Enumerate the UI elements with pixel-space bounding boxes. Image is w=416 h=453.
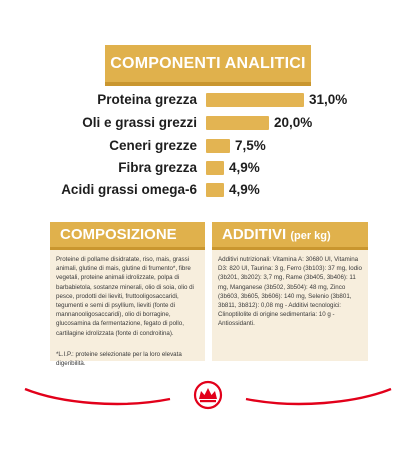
- analytic-row-value: 4,9%: [229, 182, 260, 197]
- analytic-components-title: COMPONENTI ANALITICI: [110, 54, 306, 72]
- brand-footer: [0, 375, 416, 415]
- additives-title-suffix: (per kg): [290, 230, 331, 242]
- composition-footnote: *L.I.P.: proteine selezionate per la loro elevata digeribilità.: [56, 350, 182, 368]
- analytic-row-value: 20,0%: [274, 115, 313, 130]
- composition-body: [56, 255, 199, 368]
- analytic-row: [0, 113, 416, 133]
- analytic-row-value: 31,0%: [309, 92, 348, 107]
- analytic-row-bar: [206, 161, 224, 175]
- analytic-row: [0, 90, 416, 110]
- analytic-row-label: Ceneri grezze: [109, 138, 197, 153]
- composition-title: COMPOSIZIONE: [60, 226, 177, 243]
- analytic-row: [0, 158, 416, 178]
- analytic-row-label: Proteina grezza: [97, 92, 197, 107]
- analytic-row-label: Oli e grassi grezzi: [82, 115, 197, 130]
- analytic-row: [0, 180, 416, 200]
- analytic-components-banner: [105, 45, 311, 86]
- analytic-row: [0, 136, 416, 156]
- composition-text: Proteine di pollame disidratate, riso, mais, grassi animali, glutine di mais, glutine di frumento*, fibre vegetali, proteine animali idrolizzate, polpa di barbabietola, sostanze minerali, olio di soia, olio di pesce, prodotti dei lieviti, fruttooligosaccaridi, tegumenti e semi di psyllium, lieviti (fonte di mannanooligosaccaridi), olio di borragine, glucosamina da fermentazione, fegato di pollo, cartilagine idrolizzata (fonte di condroitina).: [56, 256, 194, 337]
- analytic-row-label: Acidi grassi omega-6: [61, 182, 197, 197]
- analytic-row-label: Fibra grezza: [118, 160, 197, 175]
- royal-canin-crown-logo: [195, 382, 221, 408]
- red-swoosh-left: [25, 389, 170, 404]
- additives-text: Additivi nutrizionali: Vitamina A: 30680 UI, Vitamina D3: 820 UI, Taurina: 3 g, Ferro (3b103): 37 mg, Iodio (3b201, 3b202): 3,7 mg, Rame (3b405, 3b406): 11 mg, Manganese (3b502, 3b504): 48 mg, Zinco (3b603, 3b605, 3b606): 140 mg, Selenio (3b801, 3b811, 3b812): 0,08 mg - Additivi tecnologici: Clinoptilolite di origine sedimentaria: 10 g - Antiossidanti.: [218, 256, 362, 328]
- additives-body: [218, 255, 362, 329]
- composition-panel: [50, 222, 205, 368]
- analytic-row-value: 7,5%: [235, 138, 266, 153]
- additives-header: [212, 222, 368, 250]
- additives-panel: [212, 222, 368, 361]
- analytic-row-bar: [206, 93, 304, 107]
- analytic-row-value: 4,9%: [229, 160, 260, 175]
- composition-header: [50, 222, 205, 250]
- analytic-row-bar: [206, 116, 269, 130]
- additives-title: [222, 226, 331, 243]
- additives-title-main: ADDITIVI: [222, 226, 287, 243]
- analytic-row-bar: [206, 183, 224, 197]
- red-swoosh-right: [246, 389, 391, 404]
- analytic-row-bar: [206, 139, 230, 153]
